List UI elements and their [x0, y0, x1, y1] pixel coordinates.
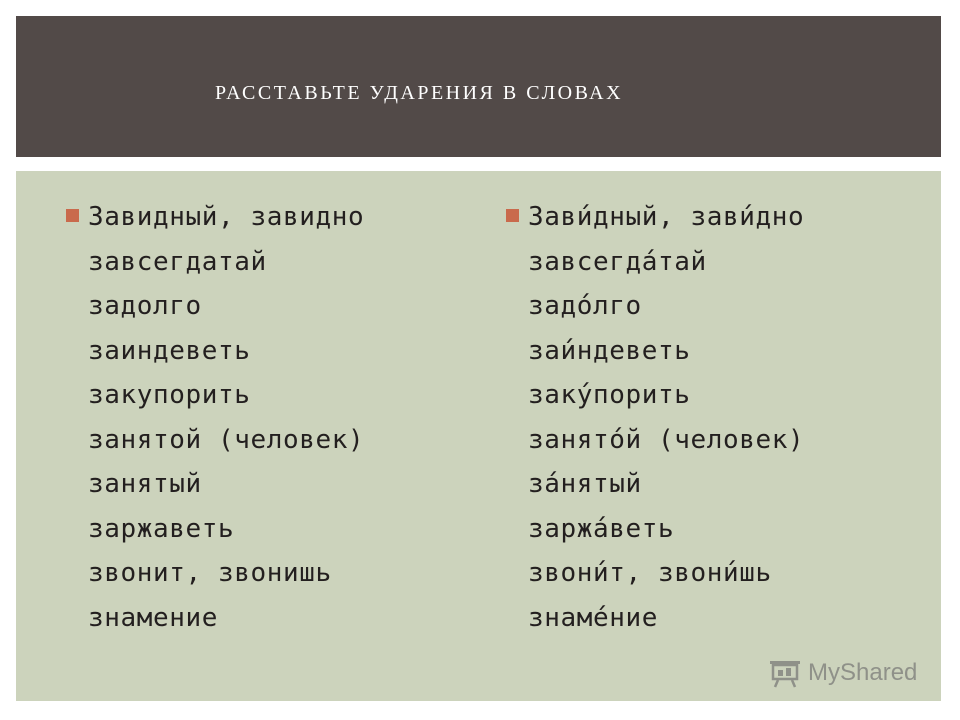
- myshared-watermark: [768, 657, 917, 689]
- right-line: заржа́веть: [528, 513, 675, 544]
- bullet-marker: [506, 209, 519, 222]
- left-line: звонит, звонишь: [88, 558, 332, 588]
- left-line: завсегдатай: [88, 246, 267, 277]
- slide-title: РАССТАВЬТЕ УДАРЕНИЯ В СЛОВАХ: [215, 82, 624, 104]
- right-line: звони́т, звони́шь: [528, 558, 772, 588]
- right-line: занято́й (человек): [528, 424, 805, 455]
- left-line: занятой (человек): [88, 424, 365, 455]
- watermark-text: MyShared: [808, 659, 918, 686]
- right-line: за́нятый: [528, 469, 642, 499]
- left-line: закупорить: [88, 380, 251, 410]
- right-line: заи́ндеветь: [528, 335, 691, 366]
- left-line: заиндеветь: [88, 335, 251, 366]
- left-line: знамение: [88, 602, 219, 633]
- presentation-board-icon: [768, 658, 802, 688]
- left-line: задолго: [88, 291, 202, 321]
- right-line: завсегда́тай: [528, 246, 707, 277]
- left-line: занятый: [88, 469, 202, 499]
- right-line: заку́порить: [528, 380, 691, 410]
- left-line: Завидный, завидно: [88, 202, 365, 232]
- right-line: знаме́ние: [528, 602, 659, 633]
- right-line: задо́лго: [528, 291, 642, 321]
- bullet-marker: [66, 209, 79, 222]
- right-line: Зави́дный, зави́дно: [528, 202, 805, 232]
- left-line: заржаветь: [88, 513, 235, 544]
